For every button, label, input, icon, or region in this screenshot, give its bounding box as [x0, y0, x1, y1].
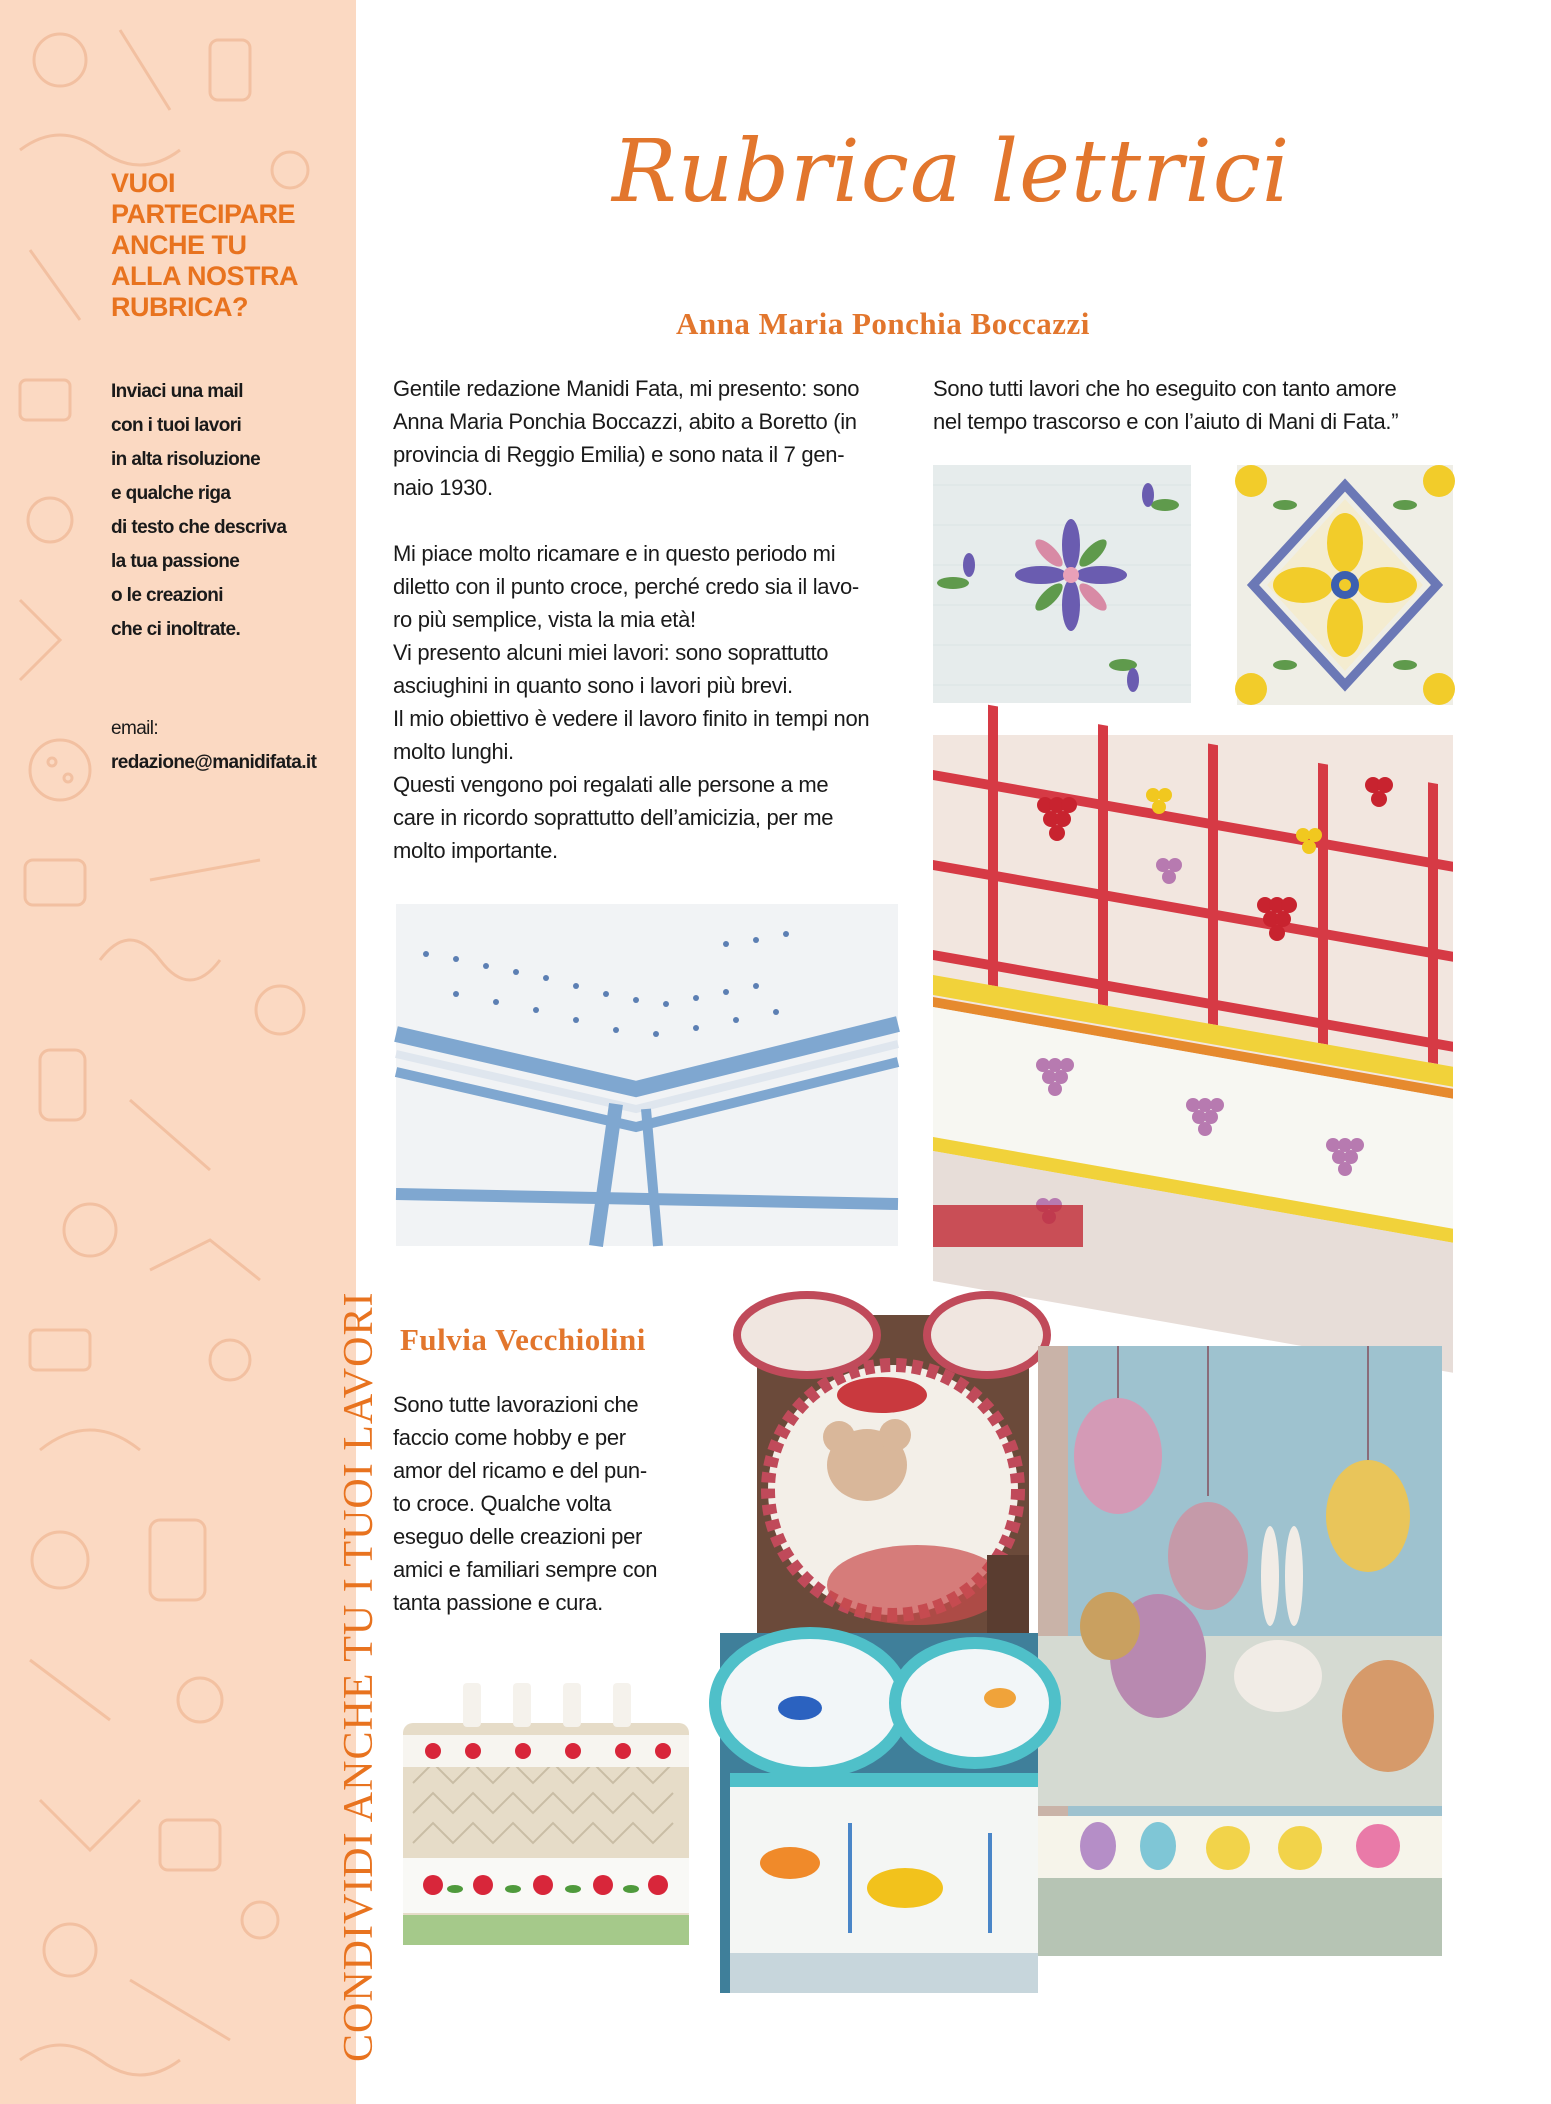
text-line: Sono tutte lavorazioni che [393, 1392, 639, 1417]
text-line: Vi presento alcuni miei lavori: sono soprattutto [393, 640, 829, 665]
text-line: Il mio obiettivo è vedere il lavoro finito in tempi non [393, 706, 870, 731]
text-line: molto lunghi. [393, 739, 514, 764]
text-line: faccio come hobby e per [393, 1425, 626, 1450]
sidebar-heading-line: VUOI [111, 168, 176, 198]
sidebar-intro-line: in alta risoluzione [111, 449, 261, 470]
photo-easter-towel [1038, 1346, 1442, 1956]
text-line: amor del ricamo e del pun- [393, 1458, 647, 1483]
article-2-text [393, 1388, 713, 1619]
text-line: Sono tutti lavori che ho eseguito con tanto amore [933, 376, 1397, 401]
sidebar-intro-line: la tua passione [111, 551, 240, 572]
sidebar-intro-line: e qualche riga [111, 483, 231, 504]
text-line: naio 1930. [393, 475, 493, 500]
text-line: diletto con il punto croce, perché credo sia il lavo- [393, 574, 859, 599]
sidebar-heading-line: ALLA NOSTRA [111, 261, 298, 291]
sidebar-intro-line: con i tuoi lavori [111, 415, 242, 436]
photo-quilted-bag [393, 1653, 699, 1953]
photo-fish-potholders [720, 1633, 1038, 1993]
author-name-2: Fulvia Vecchiolini [400, 1322, 646, 1357]
article-1-column-1 [393, 372, 903, 867]
page-title: Rubrica lettrici [612, 122, 1291, 222]
vertical-banner: CONDIVIDI ANCHE TU I TUOI LAVORI [336, 1291, 382, 2062]
article-1-column-2 [933, 372, 1453, 438]
author-name-1: Anna Maria Ponchia Boccazzi [676, 306, 1090, 341]
sidebar-email [111, 712, 351, 780]
text-line: Gentile redazione Manidi Fata, mi presento: sono [393, 376, 860, 401]
text-line: Questi vengono poi regalati alle persone a me [393, 772, 829, 797]
sidebar-intro-line: che ci inoltrate. [111, 619, 241, 640]
text-line: asciughini in quanto sono i lavori più brevi. [393, 673, 793, 698]
photo-grape-towels [933, 735, 1453, 1247]
sidebar-heading-line: RUBRICA? [111, 292, 248, 322]
text-line: Mi piace molto ricamare e in questo periodo mi [393, 541, 836, 566]
sidebar-heading-line: ANCHE TU [111, 230, 247, 260]
text-line: provincia di Reggio Emilia) e sono nata il 7 gen- [393, 442, 845, 467]
text-line: care in ricordo soprattutto dell’amicizia, per me [393, 805, 834, 830]
email-label: email: [111, 718, 159, 739]
text-line: to croce. Qualche volta [393, 1491, 612, 1516]
photo-blue-tablecloth [396, 904, 898, 1246]
sidebar-heading [111, 168, 351, 323]
photo-floral-embroidery [933, 465, 1191, 703]
email-address-link[interactable]: redazione@manidifata.it [111, 752, 317, 773]
sidebar-intro-line: di testo che descriva [111, 517, 287, 538]
text-line: eseguo delle creazioni per [393, 1524, 643, 1549]
text-line: Anna Maria Ponchia Boccazzi, abito a Boretto (in [393, 409, 857, 434]
text-line: ro più semplice, vista la mia età! [393, 607, 696, 632]
text-line: nel tempo trascorso e con l’aiuto di Mani di Fata.” [933, 409, 1399, 434]
sidebar-intro-line: Inviaci una mail [111, 381, 243, 402]
sidebar-heading-line: PARTECIPARE [111, 199, 296, 229]
sidebar [0, 0, 382, 2104]
sidebar-intro-line: o le creazioni [111, 585, 223, 606]
sidebar-intro [111, 375, 351, 647]
text-line: tanta passione e cura. [393, 1590, 603, 1615]
paragraph-gap [393, 504, 903, 537]
photo-mouse-potholder [757, 1315, 1029, 1633]
text-line: amici e familiari sempre con [393, 1557, 658, 1582]
photo-yellow-tile-embroidery [1237, 465, 1453, 705]
text-line: molto importante. [393, 838, 558, 863]
